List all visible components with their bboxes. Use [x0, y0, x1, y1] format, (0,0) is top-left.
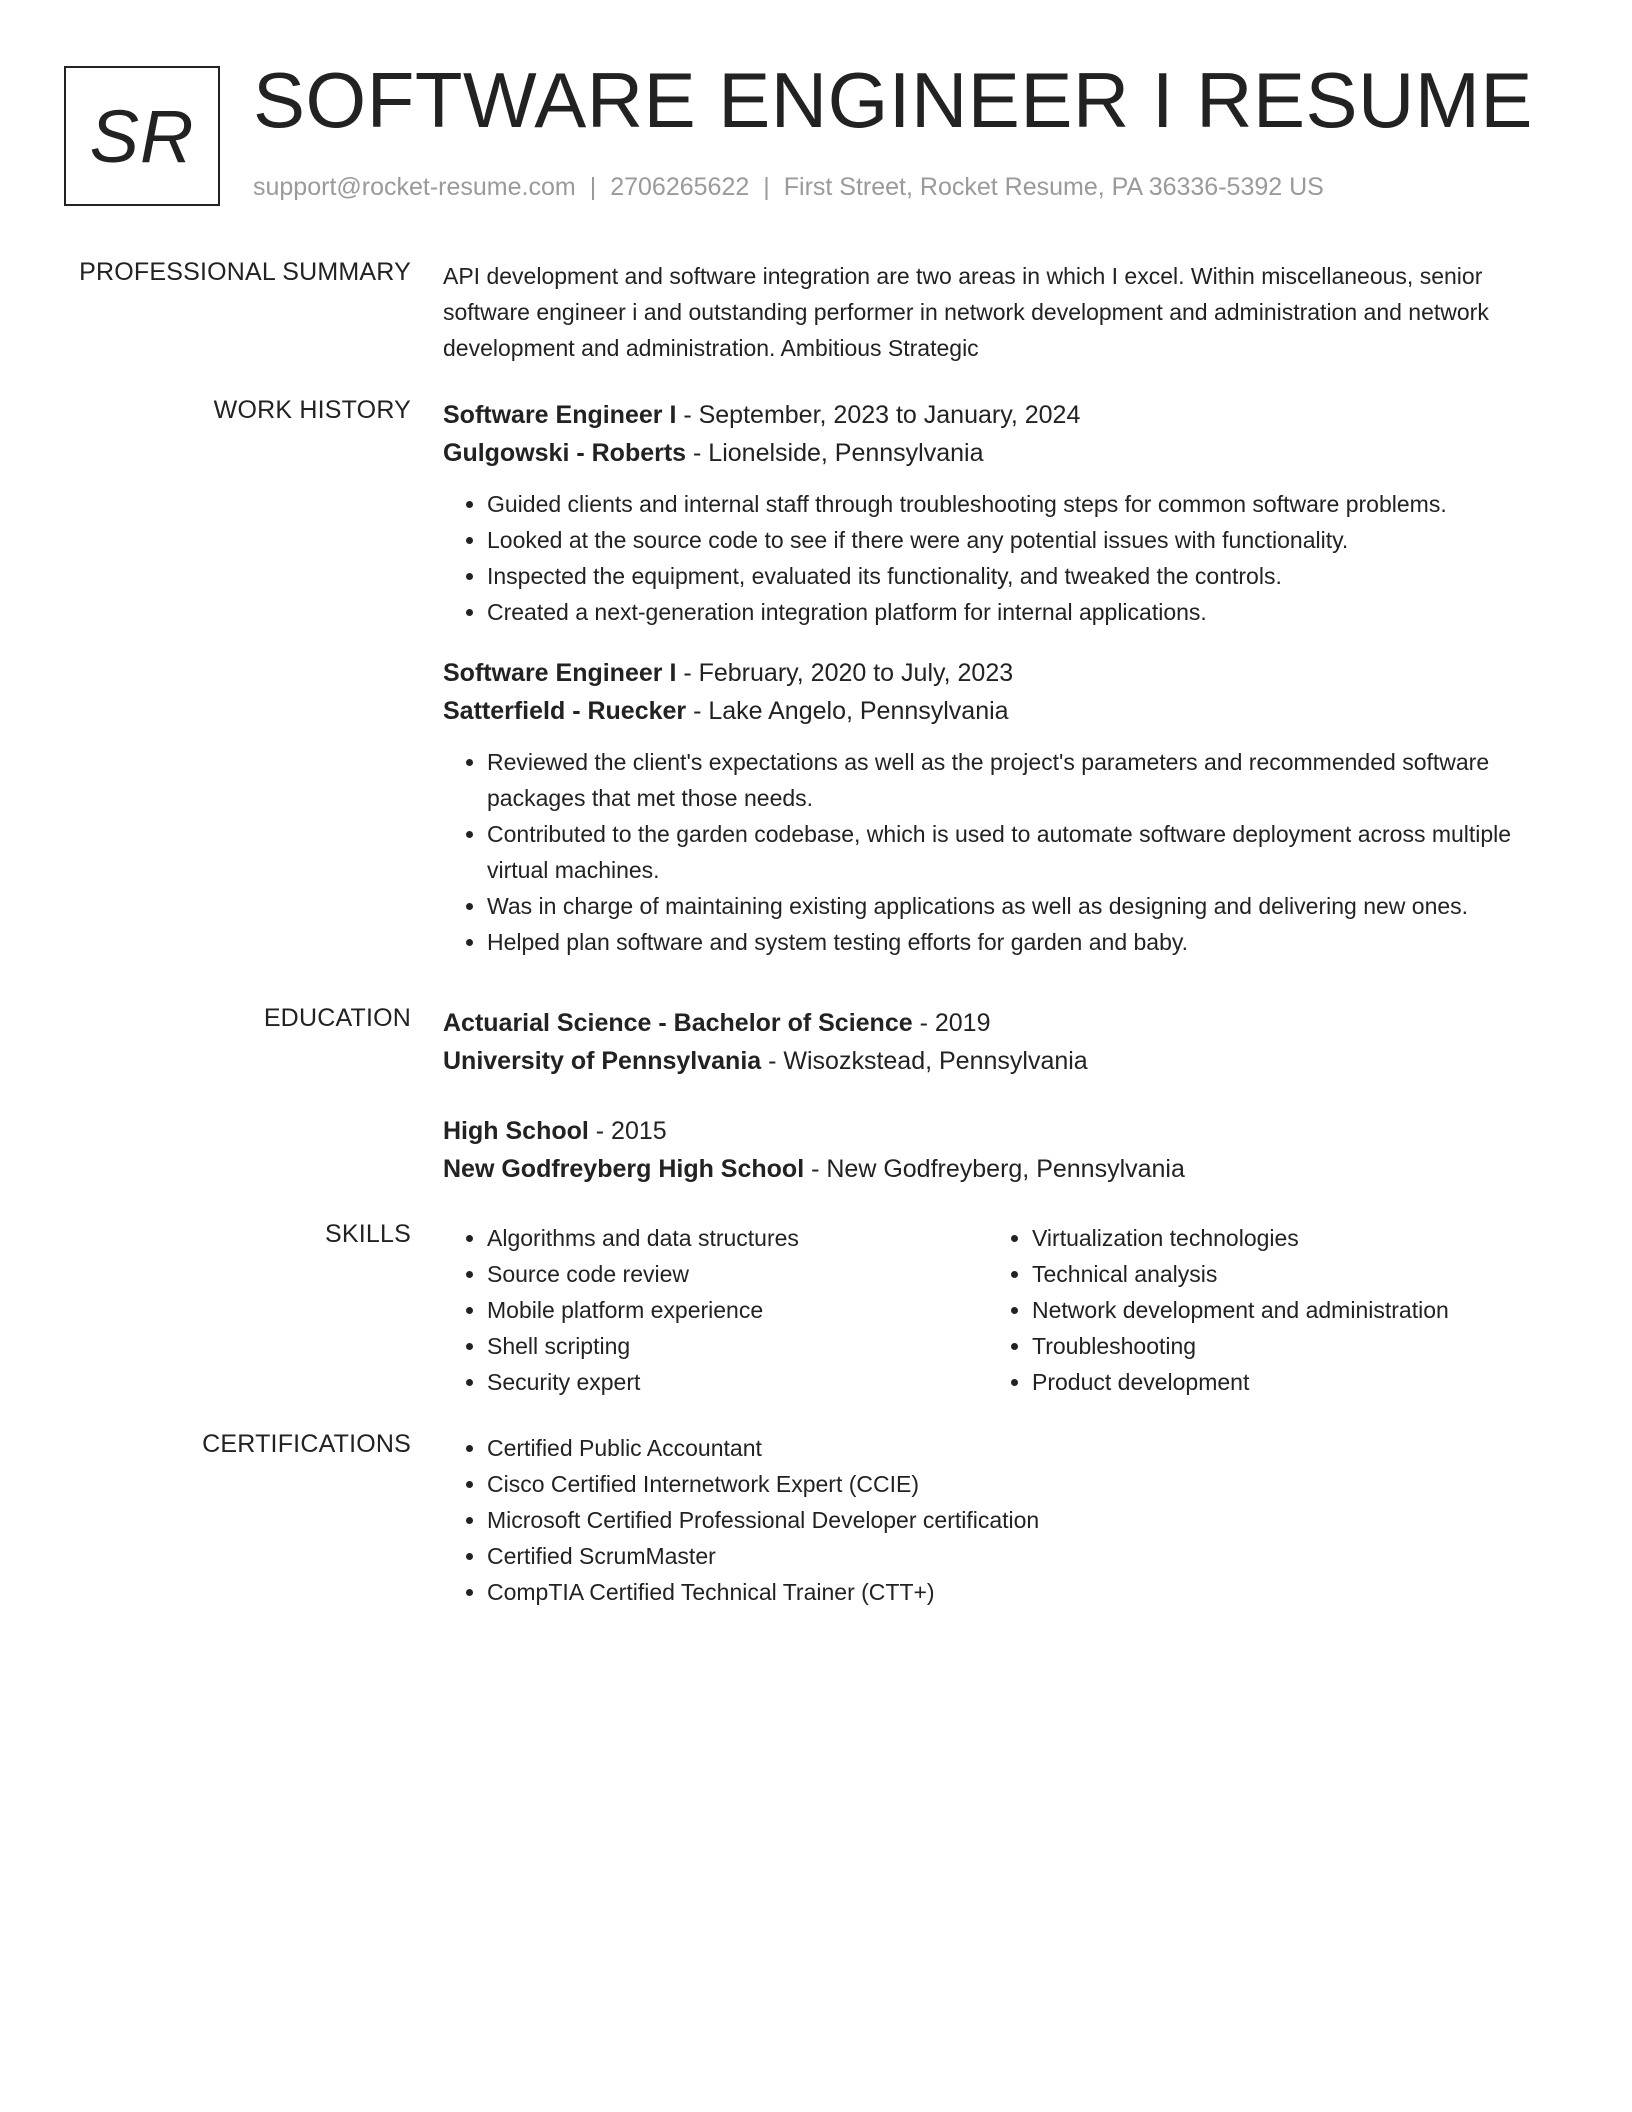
skill-item: • Troubleshooting — [1032, 1328, 1533, 1364]
certifications-list — [443, 1430, 1563, 1610]
certifications-body — [443, 1430, 1563, 1610]
skills-list — [988, 1220, 1533, 1400]
job-company-line — [443, 692, 1563, 730]
education-school-line — [443, 1042, 1563, 1080]
work-history-body — [443, 396, 1563, 960]
contact-line — [253, 173, 1324, 202]
education-school: University of Pennsylvania — [443, 1047, 762, 1075]
section-label-certifications: CERTIFICATIONS — [202, 1430, 411, 1458]
contact-email: support@rocket-resume.com — [253, 173, 576, 201]
skills-column-left — [443, 1220, 988, 1400]
skill-item: • Security expert — [487, 1364, 988, 1400]
education-location: - New Godfreyberg, Pennsylvania — [804, 1155, 1185, 1183]
education-degree: Actuarial Science - Bachelor of Science — [443, 1009, 913, 1037]
job-location: - Lake Angelo, Pennsylvania — [686, 697, 1009, 725]
skills-list — [443, 1220, 988, 1400]
job-bullet: • Looked at the source code to see if there were any potential issues with functionality. — [487, 522, 1563, 558]
summary-text: API development and software integration are two areas in which I excel. Within miscellaneous, senior software engineer i and outstanding performer in network development and administration and network development and administration. Ambitious Strategic — [443, 263, 1489, 361]
job-entry — [443, 396, 1563, 630]
skills-column-right — [988, 1220, 1533, 1400]
job-bullet: • Was in charge of maintaining existing applications as well as designing and delivering new ones. — [487, 888, 1563, 924]
resume-title: SOFTWARE ENGINEER I RESUME — [253, 56, 1533, 144]
education-degree: High School — [443, 1117, 589, 1145]
job-title-line — [443, 654, 1563, 692]
job-company: Satterfield - Ruecker — [443, 697, 687, 725]
skill-item: • Shell scripting — [487, 1328, 988, 1364]
section-label-summary: PROFESSIONAL SUMMARY — [79, 258, 411, 286]
education-year: - 2015 — [588, 1117, 667, 1145]
skill-item: • Technical analysis — [1032, 1256, 1533, 1292]
certification-item: • Microsoft Certified Professional Developer certification — [487, 1502, 1563, 1538]
job-bullet: • Reviewed the client's expectations as well as the project's parameters and recommended software packages that met those needs. — [487, 744, 1563, 816]
section-label-work-history: WORK HISTORY — [213, 396, 411, 424]
education-degree-line — [443, 1112, 1563, 1150]
job-bullet: • Created a next-generation integration platform for internal applications. — [487, 594, 1563, 630]
certification-item: • Certified ScrumMaster — [487, 1538, 1563, 1574]
skill-item: • Mobile platform experience — [487, 1292, 988, 1328]
job-dates: - September, 2023 to January, 2024 — [676, 401, 1081, 429]
job-bullet: • Inspected the equipment, evaluated its functionality, and tweaked the controls. — [487, 558, 1563, 594]
skill-item: • Network development and administration — [1032, 1292, 1533, 1328]
contact-phone: 2706265622 — [610, 173, 750, 201]
job-dates: - February, 2020 to July, 2023 — [676, 659, 1014, 687]
certification-item: • Cisco Certified Internetwork Expert (CCIE) — [487, 1466, 1563, 1502]
job-location: - Lionelside, Pennsylvania — [686, 439, 984, 467]
job-entry — [443, 654, 1563, 960]
education-degree-line — [443, 1004, 1563, 1042]
job-bullet: • Helped plan software and system testing efforts for garden and baby. — [487, 924, 1563, 960]
job-company: Gulgowski - Roberts — [443, 439, 687, 467]
contact-separator: | — [589, 173, 597, 201]
skill-item: • Algorithms and data structures — [487, 1220, 988, 1256]
skill-item: • Source code review — [487, 1256, 988, 1292]
education-body — [443, 1004, 1563, 1188]
skill-item: • Product development — [1032, 1364, 1533, 1400]
contact-separator: | — [763, 173, 770, 201]
job-title: Software Engineer I — [443, 401, 677, 429]
skills-grid — [443, 1220, 1563, 1400]
job-bullet: • Guided clients and internal staff through troubleshooting steps for common software problems. — [487, 486, 1563, 522]
job-company-line — [443, 434, 1563, 472]
education-school: New Godfreyberg High School — [443, 1155, 805, 1183]
skills-body — [443, 1220, 1563, 1400]
summary-body — [443, 258, 1563, 366]
contact-address: First Street, Rocket Resume, PA 36336-5392 US — [783, 173, 1324, 201]
section-label-skills: SKILLS — [325, 1220, 411, 1248]
certification-item: • CompTIA Certified Technical Trainer (CTT+) — [487, 1574, 1563, 1610]
monogram-logo: SR — [64, 66, 220, 206]
job-title: Software Engineer I — [443, 659, 677, 687]
education-entry — [443, 1112, 1563, 1188]
job-title-line — [443, 396, 1563, 434]
education-year: - 2019 — [912, 1009, 991, 1037]
skill-item: • Virtualization technologies — [1032, 1220, 1533, 1256]
education-entry — [443, 1004, 1563, 1080]
job-bullets — [443, 744, 1563, 960]
section-label-education: EDUCATION — [263, 1004, 411, 1032]
education-location: - Wisozkstead, Pennsylvania — [761, 1047, 1088, 1075]
job-bullet: • Contributed to the garden codebase, which is used to automate software deployment across multiple virtual machines. — [487, 816, 1563, 888]
job-bullets — [443, 486, 1563, 630]
education-school-line — [443, 1150, 1563, 1188]
certification-item: • Certified Public Accountant — [487, 1430, 1563, 1466]
